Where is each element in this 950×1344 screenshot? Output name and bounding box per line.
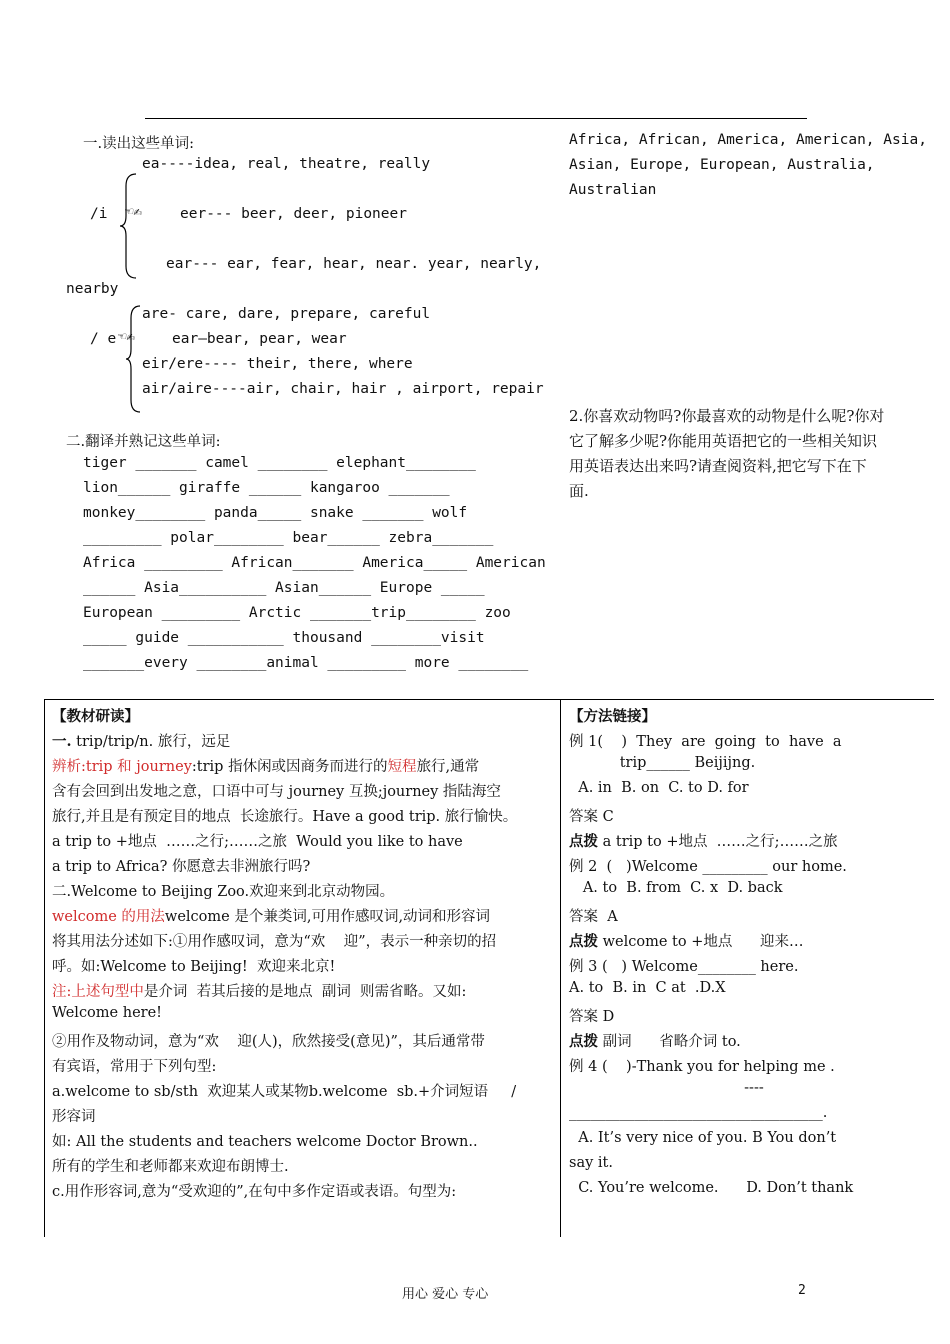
left_col-text: welcome 是个兼类词,可用作感叹词,动词和形容词 <box>164 909 491 925</box>
left_col-line <box>52 1105 96 1126</box>
page-number: 2 <box>798 1283 806 1298</box>
left_col-text: welcome 的用法 <box>52 909 165 925</box>
left_col-line <box>52 980 466 1001</box>
left_col-text: 形容词 <box>52 1109 96 1125</box>
right_col-text: ---- <box>569 1080 764 1096</box>
left_col-text: Welcome here! <box>52 1005 162 1021</box>
left_col-text: 二.Welcome to Beijing Zoo.欢迎来到北京动物园。 <box>52 884 395 900</box>
right_col-line <box>569 1180 853 1196</box>
right_col-text: 例 3 ( ) Welcome________ here. <box>569 959 799 975</box>
right_col-text: A. It’s very nice of you. B You don’t <box>569 1130 837 1146</box>
left_col-text: 是介词 若其后接的是地点 副词 则需省略。又如: <box>143 984 467 1000</box>
vocab-line: _____ guide ___________ thousand ________visit <box>83 630 485 646</box>
right_col-text: 例 2 ( )Welcome _________ our home. <box>569 859 847 875</box>
right_col-text: trip______ Beijijng. <box>569 755 756 771</box>
right_col-line <box>569 930 804 951</box>
e-sound-label: / e <box>90 331 117 347</box>
brace-i <box>118 172 140 280</box>
right_col-text: A. in B. on C. to D. for <box>569 780 749 796</box>
continent-words: Australian <box>569 182 657 198</box>
brace-e <box>124 304 144 414</box>
left_col-text: 旅行,并且是有预定目的地点 长途旅行。Have a good trip. 旅行愉快。 <box>52 809 518 825</box>
right_col-line <box>569 755 755 771</box>
ear-line: ear--- ear, fear, hear, near. year, nearly, <box>166 256 542 272</box>
left_col-text: 注: <box>52 984 72 1000</box>
right_col-text: welcome to +地点 迎来… <box>598 934 804 950</box>
left_col-text: trip/trip/n. 旅行，远足 <box>71 734 231 750</box>
ear2-line: ear—bear, pear, wear <box>172 331 347 347</box>
left_col-line <box>52 1055 216 1076</box>
left_col-text: 含有会回到出发地之意，口语中可与 journey 互换;journey 指陆海空 <box>52 784 501 800</box>
left_col-text: ②用作及物动词，意为“欢 迎(人)，欣然接受(意见)”，其后通常带 <box>52 1034 485 1050</box>
are-line: are- care, dare, prepare, careful <box>142 306 431 322</box>
right_col-line <box>569 1030 741 1051</box>
ea-line: ea----idea, real, theatre, really <box>142 156 431 172</box>
right_col-text: 答案 A <box>569 909 618 925</box>
right_col-text: say it. <box>569 1155 613 1171</box>
i-sound-label: /i <box>90 206 108 222</box>
pointing-hand-icon-2: ☜✍ <box>118 329 135 345</box>
left_col-line <box>52 1030 485 1051</box>
right_col-line <box>569 1155 613 1171</box>
right_col-text: 点拨 <box>569 933 598 950</box>
vocab-line: _______every ________animal _________ more ________ <box>83 655 529 671</box>
right_col-line <box>569 780 749 796</box>
right_col-text: 例 1( ) They are going to have a <box>569 734 842 750</box>
left_col-line <box>52 855 310 876</box>
vocab-line: European _________ Arctic _______trip________ zoo <box>83 605 511 621</box>
right_col-text: a trip to +地点 ……之行;……之旅 <box>598 834 838 850</box>
left_col-text: a trip to Africa? 你愿意去非洲旅行吗? <box>52 859 311 875</box>
left_col-text: a.welcome to sb/sth 欢迎某人或某物b.welcome sb.+介词短语 / <box>52 1084 517 1100</box>
top-rule <box>145 118 807 119</box>
vocab-line: monkey________ panda_____ snake _______ wolf <box>83 505 468 521</box>
right_col-line <box>569 880 783 896</box>
vocab-line: lion______ giraffe ______ kangaroo _______ <box>83 480 450 496</box>
right_col-text: 点拨 <box>569 1033 598 1050</box>
pointing-hand-icon: ☜✍ <box>125 204 142 220</box>
left_col-line <box>52 1005 162 1021</box>
left_col-text: 呼。如:Welcome to Beijing! 欢迎来北京! <box>52 959 336 975</box>
ear-line-continued: nearby <box>66 281 119 297</box>
right_col-line <box>569 980 726 996</box>
air-line: air/aire----air, chair, hair , airport, repair <box>142 381 544 397</box>
left_col-text: c.用作形容词,意为“受欢迎的”,在句中多作定语或表语。句型为: <box>52 1184 457 1200</box>
left_col-line <box>52 805 517 826</box>
right_col-text: C. You’re welcome. D. Don’t thank <box>569 1180 854 1196</box>
left_col-text: 一. <box>52 733 72 750</box>
right_col-line <box>569 830 838 851</box>
right_col-text: A. to B. from C. x D. back <box>569 880 783 896</box>
footer-motto: 用心 爱心 专心 <box>402 1287 489 1302</box>
left_col-line <box>52 1130 478 1151</box>
question-2: 2.你喜欢动物吗?你最喜欢的动物是什么呢?你对 <box>569 407 885 425</box>
question-2: 用英语表达出来吗?请查阅资料,把它写下在下 <box>569 457 867 475</box>
left_col-line <box>52 1180 456 1201</box>
left_col-text: 如: All the students and teachers welcome Doctor Brown.. <box>52 1134 478 1150</box>
table-top-border <box>44 699 934 700</box>
vocab-line: tiger _______ camel ________ elephant________ <box>83 455 476 471</box>
left_col-text: 辨析:trip 和 journey <box>52 759 192 775</box>
right_col-line <box>569 1005 614 1026</box>
left_col-line <box>52 880 394 901</box>
right_col-text: 副词 省略介词 to. <box>598 1034 741 1050</box>
right_col-line <box>569 955 798 976</box>
right_col-line <box>569 1055 835 1076</box>
right_col-line <box>569 1105 827 1121</box>
right_col-text: A. to B. in C at .D.X <box>569 980 726 996</box>
eer-line: eer--- beer, deer, pioneer <box>180 206 407 222</box>
right_col-text: ___________________________________. <box>569 1105 828 1121</box>
left_col-line <box>52 755 479 776</box>
left_col-line <box>52 930 496 951</box>
right_col-line <box>569 905 618 926</box>
left-column-header: 【教材研读】 <box>52 708 139 725</box>
right_col-line <box>569 855 847 876</box>
left_col-text: 所有的学生和老师都来欢迎布朗博士. <box>52 1159 289 1175</box>
right_col-text: 答案 D <box>569 1009 615 1025</box>
continent-words: Asian, Europe, European, Australia, <box>569 157 875 173</box>
left_col-text: 有宾语，常用于下列句型: <box>52 1059 217 1075</box>
left_col-line <box>52 905 490 926</box>
right_col-line <box>569 805 614 826</box>
table-column-divider <box>560 699 561 1237</box>
vocab-line: Africa _________ African_______ America_____ American <box>83 555 546 571</box>
left_col-line <box>52 830 463 851</box>
right_col-text: 点拨 <box>569 833 598 850</box>
question-2: 它了解多少呢?你能用英语把它的一些相关知识 <box>569 432 878 450</box>
left_col-line <box>52 730 230 751</box>
vocab-line: ______ Asia__________ Asian______ Europe _____ <box>83 580 485 596</box>
left_col-line <box>52 780 501 801</box>
right_col-text: 例 4 ( )-Thank you for helping me . <box>569 1059 835 1075</box>
left_col-text: 上述句型中 <box>71 984 144 1000</box>
left_col-text: 将其用法分述如下:①用作感叹词，意为“欢 迎”，表示一种亲切的招 <box>52 934 497 950</box>
right_col-line <box>569 1130 836 1146</box>
vocab-line: _________ polar________ bear______ zebra_______ <box>83 530 494 546</box>
left_col-text: 短程 <box>387 759 417 775</box>
section1-title: 一.读出这些单词: <box>83 136 194 152</box>
left_col-text: :trip 指休闲或因商务而进行的 <box>191 759 388 775</box>
section2-title: 二.翻译并熟记这些单词: <box>66 434 221 450</box>
continent-words: Africa, African, America, American, Asia, <box>569 132 927 148</box>
eir-line: eir/ere---- their, there, where <box>142 356 413 372</box>
right_col-line <box>569 1080 764 1096</box>
right_col-line <box>569 730 842 751</box>
left_col-text: a trip to +地点 ……之行;……之旅 Would you like to have <box>52 834 463 850</box>
left_col-line <box>52 1155 289 1176</box>
left_col-text: 旅行,通常 <box>416 759 480 775</box>
right_col-text: 答案 C <box>569 809 614 825</box>
left_col-line <box>52 1080 516 1101</box>
left_col-line <box>52 955 335 976</box>
table-left-border <box>44 699 45 1237</box>
right-column-header: 【方法链接】 <box>569 708 656 725</box>
question-2: 面. <box>569 482 589 500</box>
